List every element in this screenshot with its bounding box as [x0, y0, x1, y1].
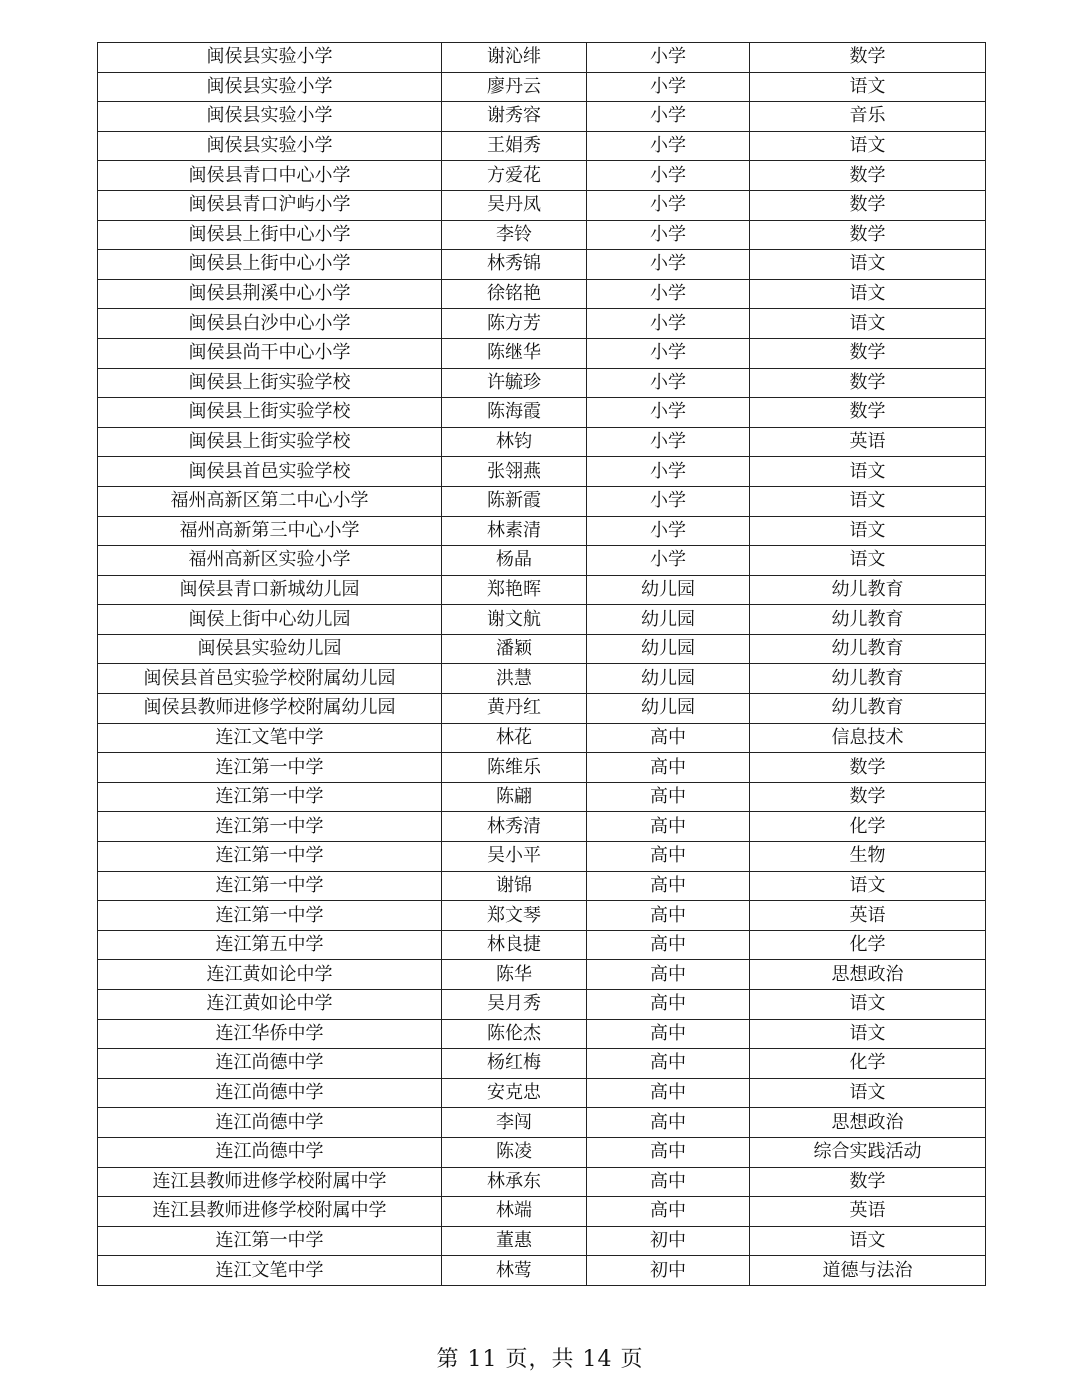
table-row [98, 457, 986, 487]
table-row [98, 575, 986, 605]
table-row [98, 634, 986, 664]
table-row [98, 782, 986, 812]
school-cell: 连江尚德中学 [98, 1137, 442, 1167]
teacher-name-cell: 林端 [442, 1197, 587, 1227]
level-cell: 小学 [587, 72, 750, 102]
level-cell: 高中 [587, 842, 750, 872]
subject-cell: 数学 [750, 753, 986, 783]
level-cell: 高中 [587, 1078, 750, 1108]
teacher-name-cell: 吴小平 [442, 842, 587, 872]
subject-cell: 化学 [750, 812, 986, 842]
level-cell: 小学 [587, 516, 750, 546]
teacher-name-cell: 董惠 [442, 1226, 587, 1256]
teacher-name-cell: 林花 [442, 723, 587, 753]
table-row [98, 842, 986, 872]
subject-cell: 数学 [750, 43, 986, 73]
teacher-name-cell: 谢文航 [442, 605, 587, 635]
school-cell: 闽侯县上街实验学校 [98, 427, 442, 457]
level-cell: 小学 [587, 427, 750, 457]
level-cell: 小学 [587, 190, 750, 220]
teacher-name-cell: 杨晶 [442, 546, 587, 576]
level-cell: 小学 [587, 338, 750, 368]
teacher-name-cell: 潘颖 [442, 634, 587, 664]
subject-cell: 语文 [750, 309, 986, 339]
school-cell: 闽侯县尚干中心小学 [98, 338, 442, 368]
teacher-name-cell: 林秀清 [442, 812, 587, 842]
level-cell: 高中 [587, 960, 750, 990]
table-row [98, 516, 986, 546]
school-cell: 连江文笔中学 [98, 723, 442, 753]
level-cell: 小学 [587, 398, 750, 428]
page-number-footer: 第 11 页，共 14 页 [436, 1347, 644, 1372]
table-row [98, 605, 986, 635]
subject-cell: 思想政治 [750, 1108, 986, 1138]
table-row [98, 871, 986, 901]
table-row [98, 338, 986, 368]
table-row [98, 43, 986, 73]
table-row [98, 427, 986, 457]
subject-cell: 数学 [750, 368, 986, 398]
school-cell: 连江第一中学 [98, 753, 442, 783]
subject-cell: 幼儿教育 [750, 605, 986, 635]
table-row [98, 1019, 986, 1049]
table-row [98, 250, 986, 280]
level-cell: 高中 [587, 871, 750, 901]
table-row [98, 1167, 986, 1197]
school-cell: 闽侯县青口沪屿小学 [98, 190, 442, 220]
teacher-name-cell: 林素清 [442, 516, 587, 546]
school-cell: 闽侯上街中心幼儿园 [98, 605, 442, 635]
level-cell: 小学 [587, 161, 750, 191]
table-row [98, 990, 986, 1020]
subject-cell: 语文 [750, 279, 986, 309]
table-row [98, 1078, 986, 1108]
table-row [98, 1049, 986, 1079]
table-row [98, 486, 986, 516]
table-row [98, 1197, 986, 1227]
table-body [98, 43, 986, 1286]
subject-cell: 化学 [750, 930, 986, 960]
table-row [98, 1256, 986, 1286]
teacher-name-cell: 方爱花 [442, 161, 587, 191]
subject-cell: 数学 [750, 161, 986, 191]
school-cell: 福州高新区实验小学 [98, 546, 442, 576]
subject-cell: 音乐 [750, 102, 986, 132]
level-cell: 小学 [587, 279, 750, 309]
teacher-name-cell: 林承东 [442, 1167, 587, 1197]
table-row [98, 102, 986, 132]
school-cell: 闽侯县首邑实验学校附属幼儿园 [98, 664, 442, 694]
teacher-name-cell: 吴月秀 [442, 990, 587, 1020]
teacher-name-cell: 许毓珍 [442, 368, 587, 398]
school-cell: 连江黄如论中学 [98, 960, 442, 990]
level-cell: 高中 [587, 1167, 750, 1197]
school-cell: 福州高新第三中心小学 [98, 516, 442, 546]
table-row [98, 72, 986, 102]
subject-cell: 语文 [750, 486, 986, 516]
level-cell: 初中 [587, 1256, 750, 1286]
school-cell: 福州高新区第二中心小学 [98, 486, 442, 516]
level-cell: 小学 [587, 457, 750, 487]
teacher-name-cell: 吴丹凤 [442, 190, 587, 220]
teacher-name-cell: 廖丹云 [442, 72, 587, 102]
subject-cell: 数学 [750, 190, 986, 220]
teacher-name-cell: 陈方芳 [442, 309, 587, 339]
teacher-name-cell: 陈新霞 [442, 486, 587, 516]
level-cell: 小学 [587, 102, 750, 132]
subject-cell: 英语 [750, 427, 986, 457]
subject-cell: 数学 [750, 338, 986, 368]
subject-cell: 数学 [750, 782, 986, 812]
teacher-name-cell: 黄丹红 [442, 694, 587, 724]
subject-cell: 语文 [750, 990, 986, 1020]
table-row [98, 309, 986, 339]
school-cell: 闽侯县首邑实验学校 [98, 457, 442, 487]
school-cell: 连江尚德中学 [98, 1049, 442, 1079]
subject-cell: 道德与法治 [750, 1256, 986, 1286]
table-row [98, 723, 986, 753]
level-cell: 高中 [587, 723, 750, 753]
level-cell: 小学 [587, 368, 750, 398]
school-cell: 连江第一中学 [98, 842, 442, 872]
school-cell: 闽侯县教师进修学校附属幼儿园 [98, 694, 442, 724]
table-row [98, 930, 986, 960]
level-cell: 幼儿园 [587, 664, 750, 694]
table-row [98, 1226, 986, 1256]
level-cell: 小学 [587, 486, 750, 516]
school-cell: 闽侯县上街实验学校 [98, 398, 442, 428]
level-cell: 小学 [587, 220, 750, 250]
level-cell: 幼儿园 [587, 575, 750, 605]
subject-cell: 信息技术 [750, 723, 986, 753]
subject-cell: 语文 [750, 457, 986, 487]
subject-cell: 数学 [750, 1167, 986, 1197]
table-row [98, 220, 986, 250]
table-row [98, 1137, 986, 1167]
table-row [98, 901, 986, 931]
level-cell: 高中 [587, 901, 750, 931]
subject-cell: 英语 [750, 1197, 986, 1227]
level-cell: 高中 [587, 1049, 750, 1079]
teacher-name-cell: 李闯 [442, 1108, 587, 1138]
subject-cell: 化学 [750, 1049, 986, 1079]
teacher-name-cell: 林良捷 [442, 930, 587, 960]
teacher-name-cell: 陈伦杰 [442, 1019, 587, 1049]
level-cell: 高中 [587, 1019, 750, 1049]
school-cell: 连江黄如论中学 [98, 990, 442, 1020]
teacher-name-cell: 徐铭艳 [442, 279, 587, 309]
school-cell: 闽侯县实验幼儿园 [98, 634, 442, 664]
teacher-name-cell: 陈华 [442, 960, 587, 990]
school-cell: 连江第一中学 [98, 782, 442, 812]
school-cell: 连江尚德中学 [98, 1078, 442, 1108]
school-cell: 连江第一中学 [98, 871, 442, 901]
school-cell: 闽侯县实验小学 [98, 43, 442, 73]
table-row [98, 664, 986, 694]
school-cell: 连江县教师进修学校附属中学 [98, 1197, 442, 1227]
table-row [98, 368, 986, 398]
teacher-name-cell: 郑艳晖 [442, 575, 587, 605]
level-cell: 小学 [587, 250, 750, 280]
subject-cell: 幼儿教育 [750, 694, 986, 724]
table-row [98, 694, 986, 724]
subject-cell: 语文 [750, 72, 986, 102]
teacher-name-cell: 杨红梅 [442, 1049, 587, 1079]
subject-cell: 语文 [750, 871, 986, 901]
subject-cell: 幼儿教育 [750, 664, 986, 694]
teacher-name-cell: 张翎燕 [442, 457, 587, 487]
table-row [98, 812, 986, 842]
subject-cell: 语文 [750, 546, 986, 576]
level-cell: 小学 [587, 131, 750, 161]
school-cell: 闽侯县实验小学 [98, 131, 442, 161]
teacher-list-table [97, 42, 986, 1286]
table-row [98, 546, 986, 576]
teacher-name-cell: 林秀锦 [442, 250, 587, 280]
school-cell: 闽侯县实验小学 [98, 102, 442, 132]
table-row [98, 131, 986, 161]
subject-cell: 语文 [750, 131, 986, 161]
level-cell: 高中 [587, 782, 750, 812]
level-cell: 初中 [587, 1226, 750, 1256]
school-cell: 连江华侨中学 [98, 1019, 442, 1049]
subject-cell: 语文 [750, 1078, 986, 1108]
subject-cell: 语文 [750, 1226, 986, 1256]
table-row [98, 279, 986, 309]
teacher-name-cell: 陈翩 [442, 782, 587, 812]
level-cell: 幼儿园 [587, 634, 750, 664]
school-cell: 闽侯县上街中心小学 [98, 250, 442, 280]
table-row [98, 1108, 986, 1138]
school-cell: 闽侯县上街中心小学 [98, 220, 442, 250]
table-row [98, 960, 986, 990]
teacher-name-cell: 洪慧 [442, 664, 587, 694]
subject-cell: 语文 [750, 250, 986, 280]
subject-cell: 英语 [750, 901, 986, 931]
subject-cell: 生物 [750, 842, 986, 872]
teacher-name-cell: 林钧 [442, 427, 587, 457]
teacher-name-cell: 陈凌 [442, 1137, 587, 1167]
level-cell: 幼儿园 [587, 605, 750, 635]
subject-cell: 幼儿教育 [750, 575, 986, 605]
school-cell: 连江县教师进修学校附属中学 [98, 1167, 442, 1197]
level-cell: 高中 [587, 812, 750, 842]
teacher-name-cell: 谢秀容 [442, 102, 587, 132]
school-cell: 闽侯县荆溪中心小学 [98, 279, 442, 309]
level-cell: 小学 [587, 43, 750, 73]
subject-cell: 思想政治 [750, 960, 986, 990]
table-row [98, 161, 986, 191]
teacher-name-cell: 郑文琴 [442, 901, 587, 931]
subject-cell: 数学 [750, 220, 986, 250]
teacher-name-cell: 谢锦 [442, 871, 587, 901]
level-cell: 小学 [587, 546, 750, 576]
teacher-name-cell: 陈维乐 [442, 753, 587, 783]
school-cell: 连江文笔中学 [98, 1256, 442, 1286]
subject-cell: 语文 [750, 516, 986, 546]
level-cell: 高中 [587, 753, 750, 783]
level-cell: 高中 [587, 930, 750, 960]
school-cell: 闽侯县上街实验学校 [98, 368, 442, 398]
teacher-name-cell: 陈海霞 [442, 398, 587, 428]
school-cell: 连江第一中学 [98, 901, 442, 931]
school-cell: 连江第一中学 [98, 812, 442, 842]
level-cell: 高中 [587, 990, 750, 1020]
teacher-name-cell: 王娟秀 [442, 131, 587, 161]
subject-cell: 综合实践活动 [750, 1137, 986, 1167]
school-cell: 闽侯县青口中心小学 [98, 161, 442, 191]
school-cell: 连江第五中学 [98, 930, 442, 960]
teacher-name-cell: 李铃 [442, 220, 587, 250]
school-cell: 连江第一中学 [98, 1226, 442, 1256]
level-cell: 小学 [587, 309, 750, 339]
subject-cell: 语文 [750, 1019, 986, 1049]
teacher-name-cell: 谢沁绯 [442, 43, 587, 73]
school-cell: 闽侯县白沙中心小学 [98, 309, 442, 339]
table-row [98, 753, 986, 783]
school-cell: 闽侯县青口新城幼儿园 [98, 575, 442, 605]
level-cell: 高中 [587, 1108, 750, 1138]
level-cell: 高中 [587, 1137, 750, 1167]
level-cell: 高中 [587, 1197, 750, 1227]
table-row [98, 190, 986, 220]
teacher-name-cell: 陈继华 [442, 338, 587, 368]
teacher-name-cell: 安克忠 [442, 1078, 587, 1108]
school-cell: 连江尚德中学 [98, 1108, 442, 1138]
subject-cell: 数学 [750, 398, 986, 428]
teacher-name-cell: 林莺 [442, 1256, 587, 1286]
subject-cell: 幼儿教育 [750, 634, 986, 664]
level-cell: 幼儿园 [587, 694, 750, 724]
school-cell: 闽侯县实验小学 [98, 72, 442, 102]
table-row [98, 398, 986, 428]
